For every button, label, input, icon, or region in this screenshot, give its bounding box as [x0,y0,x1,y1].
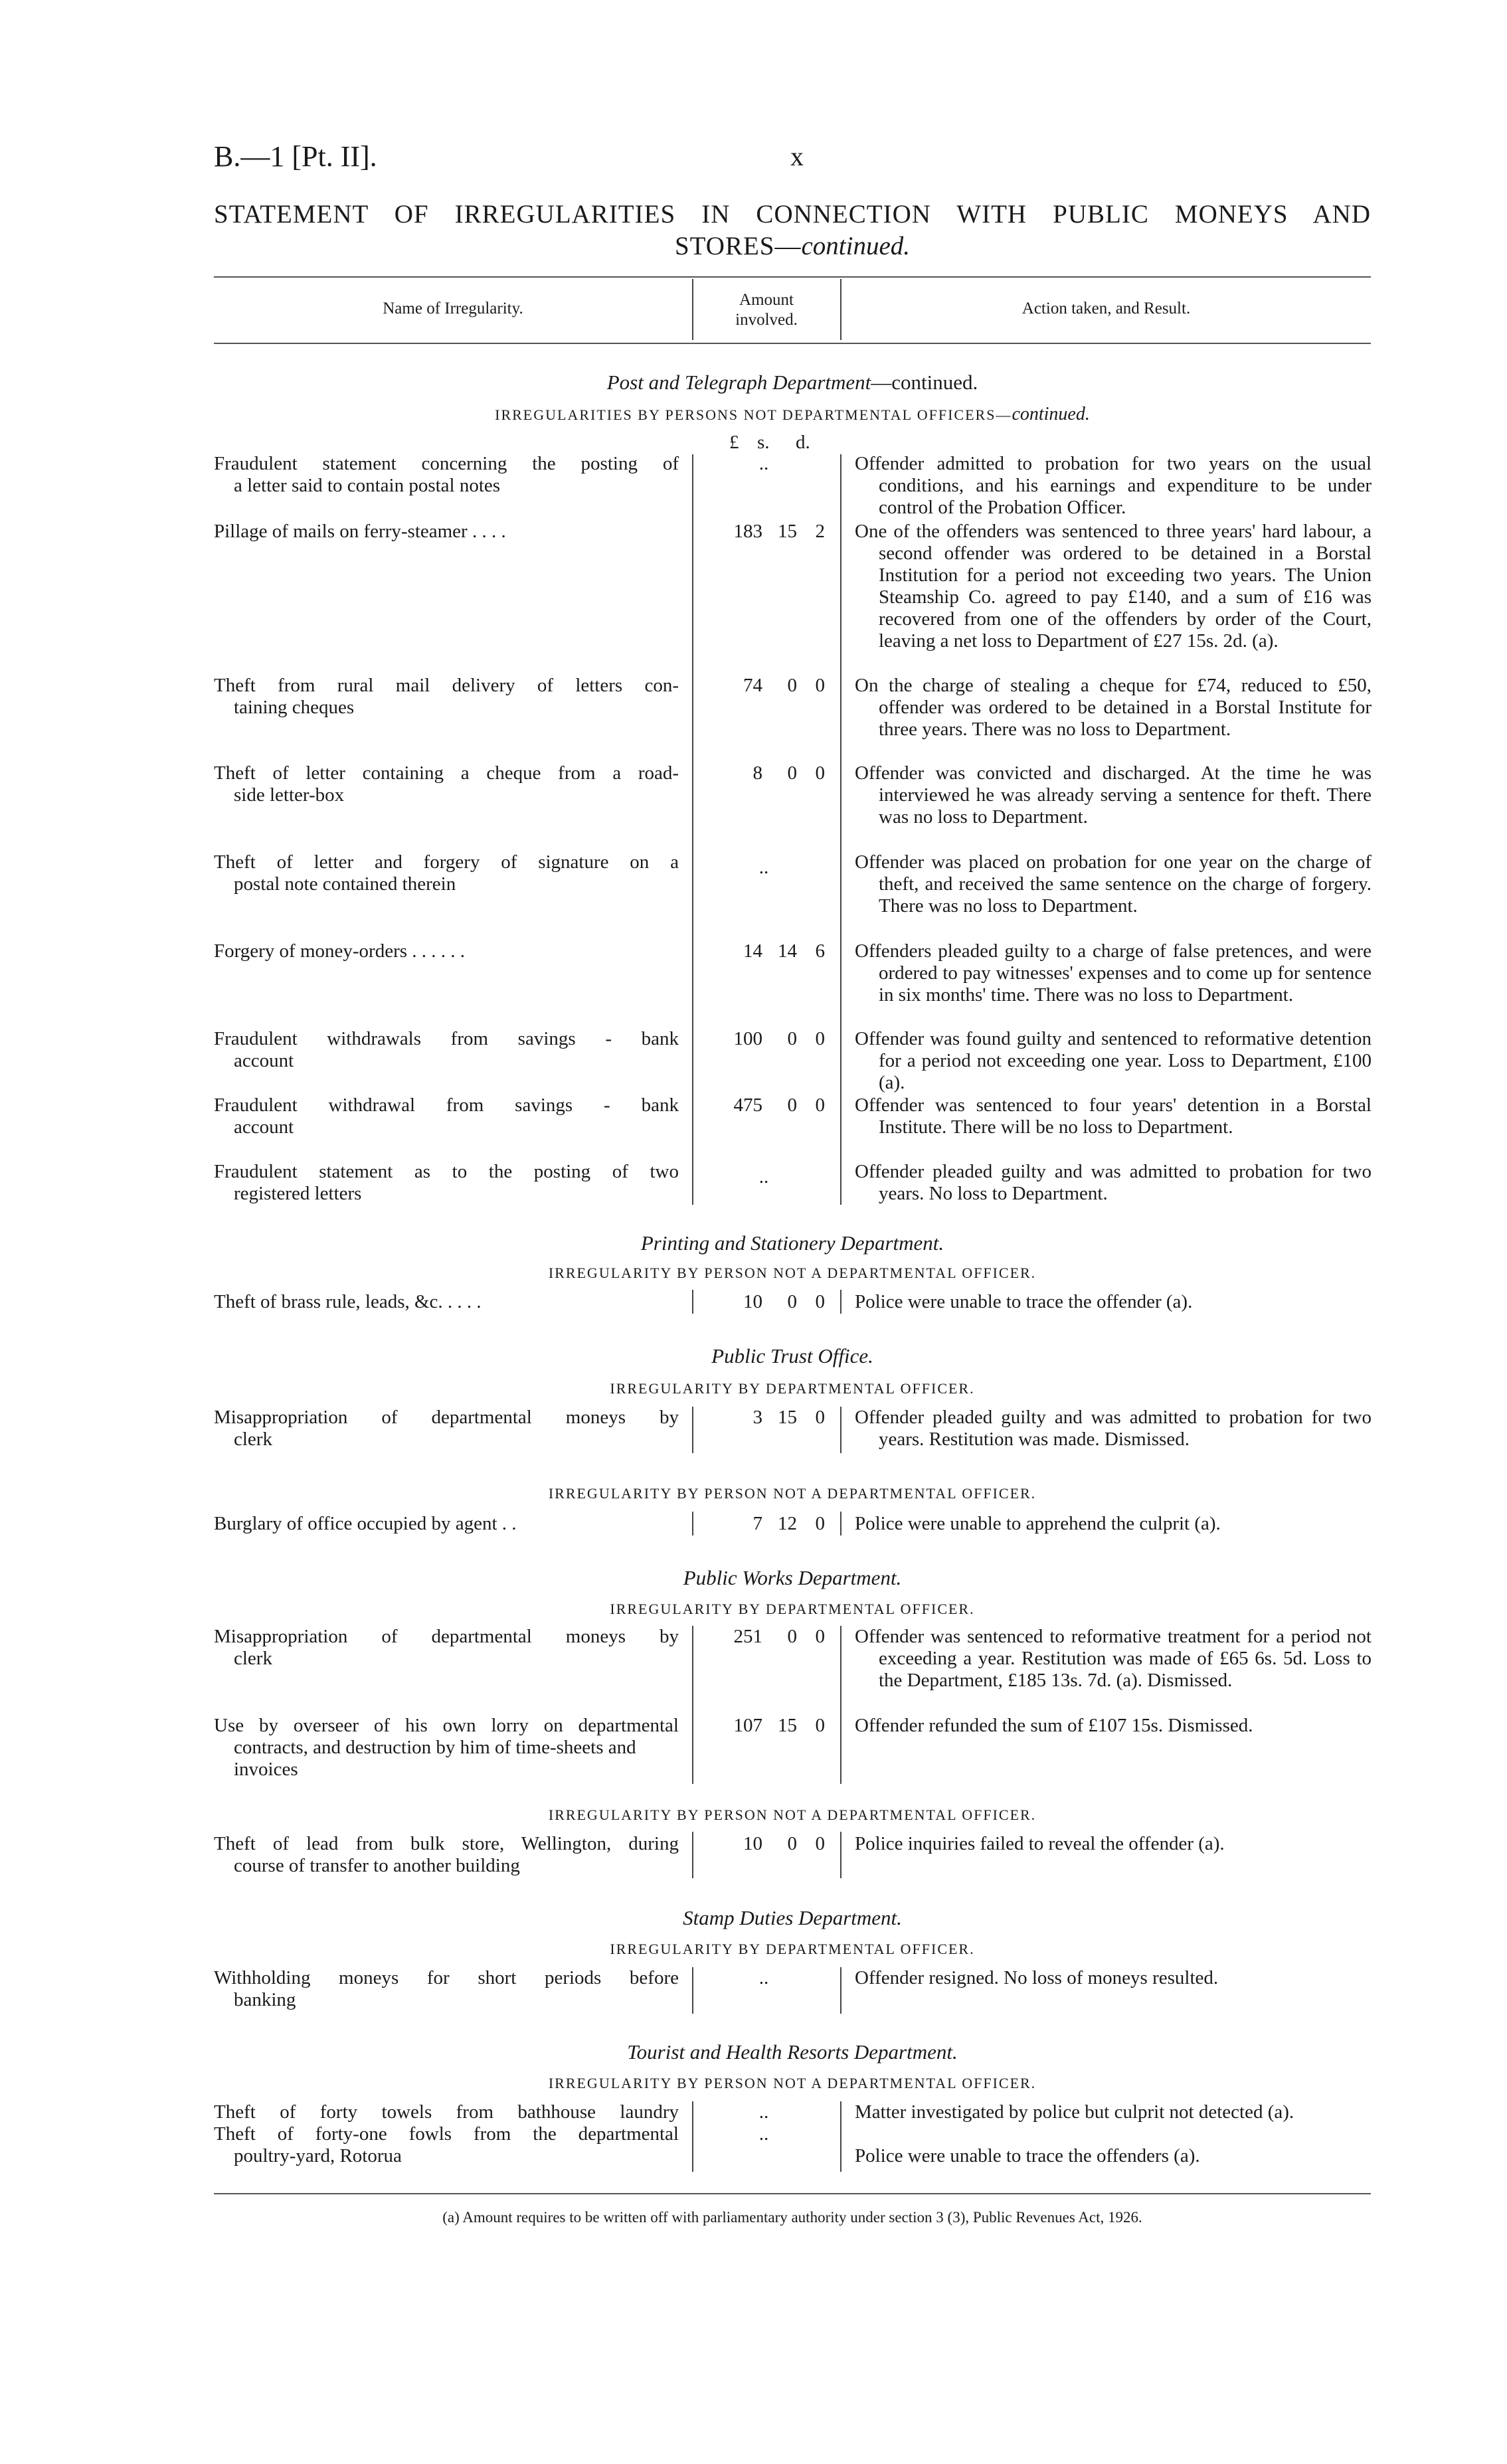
statement-title-line2: STORES—continued. [674,232,911,260]
column-rule-1 [692,1512,693,1536]
column-rule-1 [692,1407,693,1453]
table-row-name: Withholding moneys for short periods before banking [214,1967,679,2010]
column-header-name: Name of Irregularity. [383,300,523,317]
table-row-name: Fraudulent withdrawals from savings - bank account [214,1028,679,1071]
column-rule-1 [692,2101,693,2172]
table-row-name: Fraudulent statement concerning the posting of a letter said to contain postal notes [214,453,679,496]
table-row-action: Offender admitted to probation for two years on the usual conditions, and his earnings and expenditure to be under control of the Probation Officer. [855,453,1372,518]
subheading-public-trust-officer: IRREGULARITY BY DEPARTMENTAL OFFICER. [610,1380,975,1397]
table-row-name: Theft of letter and forgery of signature on a postal note contained therein [214,851,679,895]
table-row-action: Police were unable to trace the offenders (a). [855,2145,1200,2166]
section-title-stamp-duties: Stamp Duties Department. [683,1906,902,1929]
table-row-action: Offender was sentenced to four years' detention in a Borstal Institute. There will be no loss to Department. [855,1095,1372,1138]
table-row-name: Theft from rural mail delivery of letters con- taining cheques [214,675,679,718]
column-rule-2 [840,1407,842,1453]
table-row-name: Fraudulent withdrawal from savings - bank account [214,1095,679,1138]
table-row-name: Misappropriation of departmental moneys by clerk [214,1626,679,1669]
column-rule-1 [692,1832,693,1878]
column-rule-1 [692,1290,693,1314]
column-rule-1 [692,1626,693,1784]
statement-title: STATEMENT OF IRREGULARITIES IN CONNECTION WITH PUBLIC MONEYS AND [214,200,1371,228]
column-rule-2 [840,1290,842,1314]
subheading-post-telegraph: IRREGULARITIES BY PERSONS NOT DEPARTMENTAL OFFICERS—continued. [495,404,1090,424]
column-rule-1 [692,1967,693,2014]
pence-symbol: d. [796,432,810,453]
table-row-name: Theft of forty towels from bathhouse laundry [214,2101,679,2123]
table-row-name: Use by overseer of his own lorry on departmental contracts, and destruction by him of time-sheets and invoices [214,1715,679,1780]
table-row-action: Offender pleaded guilty and was admitted to probation for two years. No loss to Department. [855,1161,1372,1204]
section-title-tourist: Tourist and Health Resorts Department. [627,2040,958,2064]
table-row-name: Fraudulent statement as to the posting of two registered letters [214,1161,679,1204]
table-row-action: One of the offenders was sentenced to three years' hard labour, a second offender was ordered to be detained in a Borstal Institution for a period not exceeding two years. The Union Steamship Co. agreed to pay £140, and a sum of £16 was recovered from one of the offenders by order of the Court, leaving a net loss to Department of £27 15s. 2d. (a). [855,521,1372,652]
table-row-name: Forgery of money-orders . . . . . . [214,940,466,962]
column-rule-2 [840,1512,842,1536]
table-row-action: Police were unable to trace the offender (a). [855,1291,1193,1312]
header-top-rule [214,276,1371,278]
column-header-action: Action taken, and Result. [1021,300,1191,317]
table-row-action: Offender was sentenced to reformative treatment for a period not exceeding a year. Restitution was made of £65 6s. 5d. Loss to the Department, £185 13s. 7d. (a). Dismissed. [855,1626,1372,1691]
subheading-tourist: IRREGULARITY BY PERSON NOT A DEPARTMENTAL OFFICER. [548,2075,1037,2091]
column-rule-2 [840,454,842,1205]
table-row-name: Theft of brass rule, leads, &c. . . . . [214,1291,482,1312]
column-rule-1 [692,454,693,1205]
subheading-public-works-non-officer: IRREGULARITY BY PERSON NOT A DEPARTMENTAL OFFICER. [548,1806,1037,1823]
table-row-action: Offender resigned. No loss of moneys resulted. [855,1967,1219,1988]
section-title-printing: Printing and Stationery Department. [640,1231,944,1255]
column-header-amount: Amount involved. [735,291,798,329]
column-rule-2 [840,1967,842,2014]
footer-rule [214,2193,1371,2194]
table-row-action: On the charge of stealing a cheque for £74, reduced to £50, offender was ordered to be detained in a Borstal Institute for three years. There was no loss to Department. [855,675,1372,740]
table-row-name: Theft of lead from bulk store, Wellington, during course of transfer to another building [214,1833,679,1876]
subheading-stamp-duties: IRREGULARITY BY DEPARTMENTAL OFFICER. [610,1941,975,1957]
table-row-action: Matter investigated by police but culprit not detected (a). [855,2101,1294,2123]
subheading-public-works-officer: IRREGULARITY BY DEPARTMENTAL OFFICER. [610,1601,975,1617]
table-row-name: Burglary of office occupied by agent . . [214,1513,517,1534]
table-row-action: Offender was placed on probation for one year on the charge of theft, and received the same sentence on the charge of forgery. There was no loss to Department. [855,851,1372,917]
section-title-post-telegraph: Post and Telegraph Department—continued. [606,371,978,394]
document-page: B.—1 [Pt. II]. x STATEMENT OF IRREGULARITIES IN CONNECTION WITH PUBLIC MONEYS AND STORES—continued. Name of Irregularity. Amount involved. Action taken, and Result. Post and Telegraph Department—continued. IRREGULARITIES BY PERSONS NOT DEPARTMENTAL OFFICERS—continued. £ s. d. Fraudulent statement concerning the posting of a letter said to contain postal notes .. Offender admitted to probation for two years on the usual conditions, and his earnings and expenditure to be under control of the Probation Officer. Pillage of mails on ferry-steamer . . . . 183 15 2 One of the offenders was sentenced to three years' hard labour, a second offender was ordered to be detained in a Borstal Institution for a period not exceeding two years. The Union Steamship Co. agreed to pay £140, and a sum of £16 was recovered from one of the offenders by order of the Court, leaving a net loss to Department of £27 15s. 2d. (a). Theft from rural mail delivery of letters con- taining cheques 74 0 0 On the charge of stealing a cheque for £74, reduced to £50, offender was ordered to be detained in a Borstal Institute for three years. There was no loss to Department. Theft of letter containing a cheque from a road- side letter-box 8 0 0 Offender was convicted and discharged. At the time he was interviewed he was already serving a sentence for theft. There was no loss to Department. Theft of letter and forgery of signature on a postal note contained therein .. Offender was placed on probation for one year on the charge of theft, and received the same sentence on the charge of forgery. There was no loss to Department. Forgery of money-orders . . . . . . 14 14 6 Offenders pleaded guilty to a charge of false pretences, and were ordered to pay witnesses' expenses and to come up for sentence in six months' time. There was no loss to Department. Fraudulent withdrawals from savings - bank account 100 0 0 Offender was found guilty and sentenced to reformative detention for a period not exceeding one year. Loss to Department, £100 (a). Fraudulent withdrawal from savings - bank account 475 0 0 Offender was sentenced to four years' detention in a Borstal Institute. There will be no loss to Department. Fraudulent statement as to the posting of two registered letters .. Offender pleaded guilty and was admitted to probation for two years. No loss to Department. Printing and Stationery Department. IRREGULARITY BY PERSON NOT A DEPARTMENTAL OFFICER. Theft of brass rule, leads, &c. . . . . 10 0 0 Police were unable to trace the offender (a). Public Trust Office. IRREGULARITY BY DEPARTMENTAL OFFICER. Misappropriation of departmental moneys by clerk 3 15 0 Offender pleaded guilty and was admitted to probation for two years. Restitution was made. Dismissed. IRREGULARITY BY PERSON NOT A DEPARTMENTAL OFFICER. Burglary of office occupied by agent . . 7 12 0 Police were unable to apprehend the culprit (a). Public Works Department. IRREGULARITY BY DEPARTMENTAL OFFICER. Misappropriation of departmental moneys by clerk 251 0 0 Offender was sentenced to reformative treatment for a period not exceeding a year. Restitution was made of £65 6s. 5d. Loss to the Department, £185 13s. 7d. (a). Dismissed. Use by overseer of his own lorry on departmental contracts, and destruction by him of time-sheets and invoices 107 15 0 Offender refunded the sum of £107 15s. Dismissed. IRREGULARITY BY PERSON NOT A DEPARTMENTAL OFFICER. Theft of lead from bulk store, Wellington, during course of transfer to another building 10 0 0 Police inquiries failed to reveal the offender (a). Stamp Duties Department. IRREGULARITY BY DEPARTMENTAL OFFICER. Withholding moneys for short periods before banking .. Offender resigned. No loss of moneys resulted. Tourist and Health Resorts Department. IRREGULARITY BY PERSON NOT A DEPARTMENTAL OFFICER. Theft of forty towels from bathhouse laundry .. Matter investigated by police but culprit not detected (a). Theft of forty-one fowls from the departmental poultry-yard, Rotorua .. Police were unable to trace the offenders (a). (a) Amount requires to be written off with parliamentary authority under section 3 (3), Public Revenues Act, 1926. [214,140,1372,2226]
table-row-name: Theft of forty-one fowls from the departmental poultry-yard, Rotorua [214,2123,679,2166]
column-rule-2 [840,1832,842,1878]
table-row-name: Pillage of mails on ferry-steamer . . . . [214,521,506,542]
shillings-symbol: s. [757,432,770,453]
document-reference: B.—1 [Pt. II]. [214,140,377,173]
table-row-name: Misappropriation of departmental moneys by clerk [214,1407,679,1450]
subheading-printing: IRREGULARITY BY PERSON NOT A DEPARTMENTAL OFFICER. [548,1265,1037,1281]
column-rule-2 [840,2101,842,2172]
pounds-symbol: £ [729,432,739,453]
subheading-public-trust-non-officer: IRREGULARITY BY PERSON NOT A DEPARTMENTAL OFFICER. [548,1485,1037,1502]
table-row-action: Police inquiries failed to reveal the offender (a). [855,1833,1225,1854]
table-row-name: Theft of letter containing a cheque from a road- side letter-box [214,762,679,806]
column-rule-2 [840,1626,842,1784]
table-row-action: Offenders pleaded guilty to a charge of false pretences, and were ordered to pay witnesses' expenses and to come up for sentence in six months' time. There was no loss to Department. [855,940,1372,1006]
table-row-action: Offender refunded the sum of £107 15s. Dismissed. [855,1715,1253,1736]
header-bottom-rule [214,343,1371,344]
table-row-action: Offender was found guilty and sentenced to reformative detention for a period not exceeding one year. Loss to Department, £100 (a). [855,1028,1372,1093]
footnote: (a) Amount requires to be written off with parliamentary authority under section 3 (3), Public Revenues Act, 1926. [442,2209,1142,2226]
table-row-action: Police were unable to apprehend the culprit (a). [855,1513,1221,1534]
table-row-action: Offender was convicted and discharged. At the time he was interviewed he was already serving a sentence for theft. There was no loss to Department. [855,762,1372,828]
section-title-public-works: Public Works Department. [683,1566,902,1589]
section-title-public-trust: Public Trust Office. [711,1344,873,1367]
page-number: x [790,141,804,171]
table-row-action: Offender pleaded guilty and was admitted to probation for two years. Restitution was made. Dismissed. [855,1407,1372,1450]
